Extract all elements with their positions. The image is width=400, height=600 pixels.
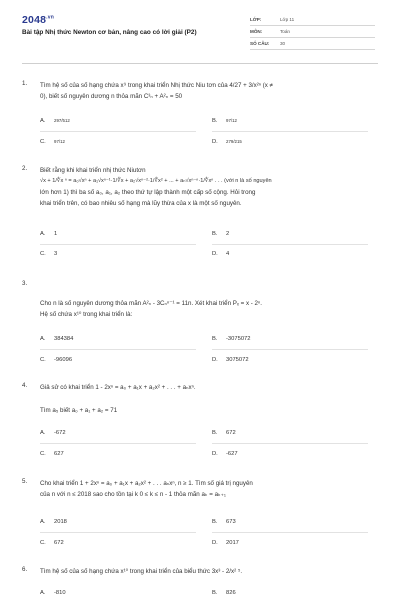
option-c[interactable]: C. -96096 [40, 357, 73, 363]
question-number: 6. [22, 566, 28, 573]
question-text-line: lớn hơn 1) thì ba số a₀, a₁, a₂ theo thứ tự lập thành một cấp số cộng. Hỏi trong [40, 189, 256, 196]
option-d[interactable]: D. 4 [212, 251, 230, 257]
document-meta [250, 14, 375, 50]
option-c[interactable]: C. 3 [40, 251, 58, 257]
option-divider [40, 532, 196, 533]
question-text-line: Tìm hệ số của số hạng chứa x¹⁰ trong khai triển của biểu thức 3x³ - 2/x² ⁵. [40, 568, 243, 575]
header-divider [22, 63, 378, 64]
option-d[interactable]: D. 2017 [212, 540, 239, 546]
question-text-line: Biết rằng khi khai triển nhị thức Niutơn [40, 167, 146, 174]
question-text-line: Tìm a₅ biết a₀ + a₁ + a₂ = 71 [40, 407, 118, 414]
option-c[interactable]: C. 97/12 [40, 139, 65, 145]
option-a[interactable]: A. 384384 [40, 336, 74, 342]
option-d[interactable]: D. 279/215 [212, 139, 242, 145]
meta-subject-value: Toán [280, 29, 290, 34]
question-number: 3. [22, 280, 28, 287]
page-title: Bài tập Nhị thức Newton cơ bản, nâng cao có lời giải (P2) [22, 29, 197, 36]
option-d[interactable]: D. 3075072 [212, 357, 249, 363]
question-text-line: Hệ số chứa x¹⁰ trong khai triển là: [40, 311, 133, 318]
option-divider [212, 244, 368, 245]
meta-subject-label: MÔN: [250, 29, 263, 34]
option-c[interactable]: C. 672 [40, 540, 64, 546]
question-number: 5. [22, 478, 28, 485]
option-divider [212, 349, 368, 350]
meta-subject-row [250, 26, 375, 38]
question-text-line: √x + 1/∜x ⁿ = a₀√xⁿ + a₁√xⁿ⁻¹·1/∜x + a₂√xⁿ⁻²·1/∜x² + ... + aₙ√xⁿ⁻ⁿ·1/∜xⁿ . . . (với n là số nguyên [40, 178, 272, 184]
option-a[interactable]: A. -810 [40, 590, 66, 596]
meta-class-row [250, 14, 375, 26]
option-divider [40, 244, 196, 245]
question-number: 1. [22, 80, 28, 87]
option-c[interactable]: C. 627 [40, 451, 64, 457]
option-a[interactable]: A. -672 [40, 430, 66, 436]
option-b[interactable]: B. -3075072 [212, 336, 251, 342]
question-number: 2. [22, 165, 28, 172]
option-divider [212, 443, 368, 444]
meta-count-label: SỐ CÂU: [250, 41, 270, 46]
question-text-line: Cho khai triển 1 + 2xⁿ = a₀ + a₁x + a₂x² + . . . aₙxⁿ, n ≥ 1. Tìm số giá trị nguyên [40, 480, 253, 487]
option-a[interactable]: A. 297/512 [40, 118, 70, 124]
meta-count-row [250, 38, 375, 50]
question-text-line: Giả sử có khai triển 1 - 2xⁿ = a₀ + a₁x + a₂x² + . . . + aₙxⁿ. [40, 384, 196, 391]
option-divider [40, 349, 196, 350]
question-text-line: Cho n là số nguyên dương thỏa mãn A²ₙ - 3Cₙⁿ⁻¹ = 11n. Xét khai triển Pₓ = x - 2ⁿ. [40, 300, 262, 307]
option-a[interactable]: A. 1 [40, 231, 58, 237]
question-text-line: khai triển trên, có bao nhiêu số hạng mà lũy thừa của x là một số nguyên. [40, 200, 242, 207]
meta-count-value: 30 [280, 41, 286, 46]
question-text-line: 0), biết số nguyên dương n thỏa mãn C³ₙ + A²ₙ = 50 [40, 93, 183, 100]
option-b[interactable]: B. 2 [212, 231, 230, 237]
question-number: 4. [22, 382, 28, 389]
option-divider [212, 131, 368, 132]
document-header [0, 0, 400, 62]
question-text-line: của n với n ≤ 2018 sao cho tồn tại k 0 ≤ k ≤ n - 1 thỏa mãn aₖ = aₖ₊₁ [40, 491, 227, 498]
option-divider [40, 131, 196, 132]
option-b[interactable]: B. 673 [212, 519, 236, 525]
option-b[interactable]: B. 97/12 [212, 118, 237, 124]
option-b[interactable]: B. 826 [212, 590, 236, 596]
option-a[interactable]: A. 2018 [40, 519, 67, 525]
option-divider [212, 532, 368, 533]
site-logo[interactable]: $2048^{.vn}$ [22, 14, 54, 26]
option-b[interactable]: B. 672 [212, 430, 236, 436]
meta-class-label: LỚP: [250, 17, 262, 22]
option-divider [40, 443, 196, 444]
meta-class-value: Lớp 11 [280, 17, 295, 22]
option-d[interactable]: D. -627 [212, 451, 238, 457]
question-text-line: Tìm hệ số của số hạng chứa x⁹ trong khai triển Nhị thức Niu tơn của 4/27 + 3/x²ⁿ (x ≠ [40, 82, 274, 89]
